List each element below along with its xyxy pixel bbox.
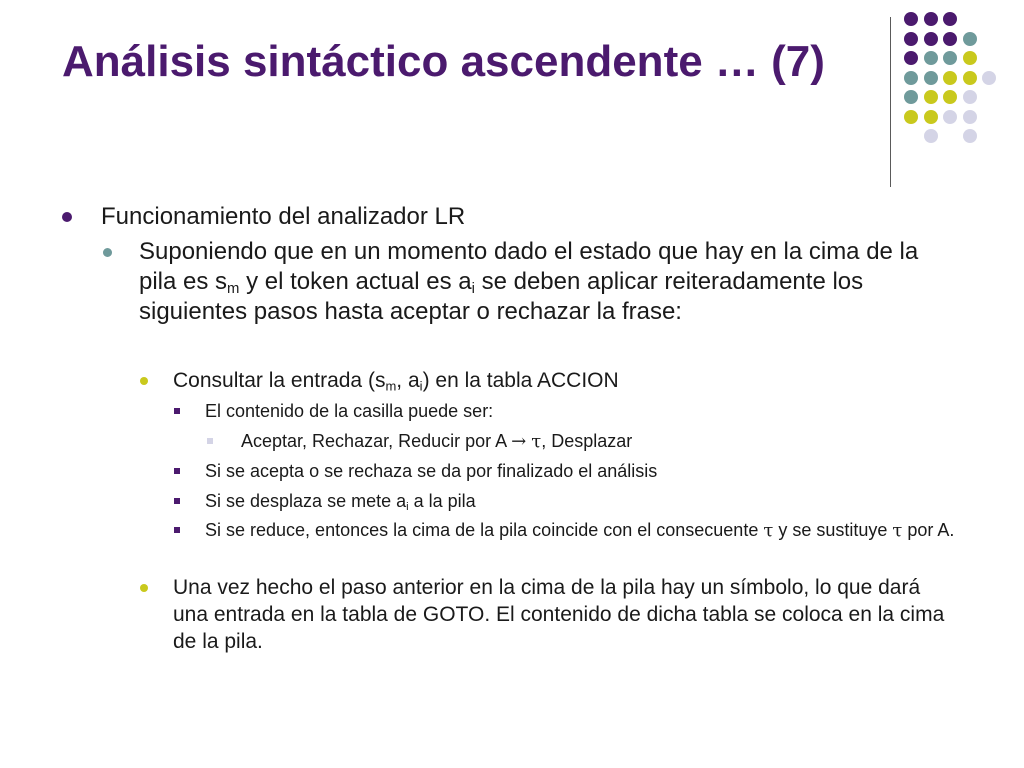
text-run: y se sustituye <box>773 520 893 540</box>
subscript: m <box>385 378 397 394</box>
math-symbol: τ <box>763 520 774 541</box>
bullet-circle-icon <box>140 377 148 385</box>
dot-purple <box>943 12 957 26</box>
dot-lime <box>924 90 938 104</box>
bullet-square-icon <box>174 527 180 533</box>
bullet-item <box>140 574 960 655</box>
dot-lavender <box>982 71 996 85</box>
bullet-item <box>64 202 914 232</box>
text-run: Si se reduce, entonces la cima de la pila coincide con el consecuente <box>205 520 764 540</box>
dot-lavender <box>963 90 977 104</box>
text-run: y el token actual es a <box>239 268 472 295</box>
bullet-item <box>103 237 923 327</box>
bullet-text <box>205 518 974 543</box>
bullet-circle-icon <box>140 584 148 592</box>
text-run: , a <box>396 369 420 392</box>
bullet-item <box>174 459 954 484</box>
text-run: Si se acepta o se rechaza se da por finalizado el análisis <box>205 461 658 481</box>
bullet-text <box>205 459 954 484</box>
title-divider <box>890 17 891 187</box>
bullet-text <box>173 574 960 655</box>
text-run: a la pila <box>408 491 476 511</box>
bullet-item <box>140 367 960 394</box>
dot-teal <box>924 71 938 85</box>
dot-lime <box>904 110 918 124</box>
dot-teal <box>904 71 918 85</box>
dot-purple <box>904 32 918 46</box>
dot-purple <box>924 32 938 46</box>
dot-lime <box>943 90 957 104</box>
dot-teal <box>943 51 957 65</box>
dot-purple <box>904 51 918 65</box>
dot-teal <box>963 32 977 46</box>
dot-purple <box>943 32 957 46</box>
bullet-square-icon <box>174 408 180 414</box>
dot-lavender <box>963 110 977 124</box>
bullet-circle-icon <box>103 248 112 257</box>
text-run: por A. <box>902 520 955 540</box>
text-run: Una vez hecho el paso anterior en la cima de la pila hay un símbolo, lo que dará una entrada en la tabla de GOTO. El contenido de dicha tabla se coloca en la cima de la pila. <box>173 576 945 653</box>
dot-purple <box>904 12 918 26</box>
bullet-circle-icon <box>62 212 72 222</box>
bullet-text <box>173 367 960 394</box>
decorative-dot-grid <box>904 12 1004 164</box>
text-run: Funcionamiento del analizador LR <box>101 203 466 230</box>
bullet-square-icon <box>207 438 213 444</box>
slide-title: Análisis sintáctico ascendente … (7) <box>62 37 825 86</box>
text-run: Consultar la entrada (s <box>173 369 386 392</box>
dot-purple <box>924 12 938 26</box>
dot-teal <box>924 51 938 65</box>
subscript: i <box>471 281 475 298</box>
text-run: se deben aplicar reiteradamente los siguientes pasos hasta aceptar o rechazar la frase: <box>139 268 864 325</box>
subscript: m <box>227 281 240 298</box>
dot-lavender <box>924 129 938 143</box>
text-run: ) en la tabla ACCION <box>422 369 619 392</box>
text-run: El contenido de la casilla puede ser: <box>205 401 494 421</box>
text-run: Suponiendo que en un momento dado el estado que hay en la cima de la pila es s <box>139 238 919 295</box>
dot-lime <box>963 71 977 85</box>
math-symbol: τ <box>892 520 903 541</box>
math-symbol: τ <box>531 431 542 452</box>
bullet-square-icon <box>174 498 180 504</box>
bullet-text <box>205 489 954 514</box>
bullet-text <box>205 399 954 424</box>
bullet-item <box>207 429 967 454</box>
dot-teal <box>904 90 918 104</box>
bullet-item <box>174 518 974 543</box>
bullet-item <box>174 489 954 514</box>
subscript: i <box>419 378 423 394</box>
bullet-item <box>174 399 954 424</box>
bullet-text <box>101 202 914 232</box>
text-run: , Desplazar <box>541 431 633 451</box>
bullet-square-icon <box>174 468 180 474</box>
subscript: i <box>406 501 409 514</box>
math-symbol: → <box>511 431 527 452</box>
dot-lime <box>963 51 977 65</box>
dot-lime <box>943 71 957 85</box>
text-run: Si se desplaza se mete a <box>205 491 407 511</box>
dot-lime <box>924 110 938 124</box>
text-run: Aceptar, Rechazar, Reducir por A <box>241 431 512 451</box>
bullet-text <box>139 237 923 327</box>
bullet-text <box>241 429 967 454</box>
dot-lavender <box>943 110 957 124</box>
dot-lavender <box>963 129 977 143</box>
